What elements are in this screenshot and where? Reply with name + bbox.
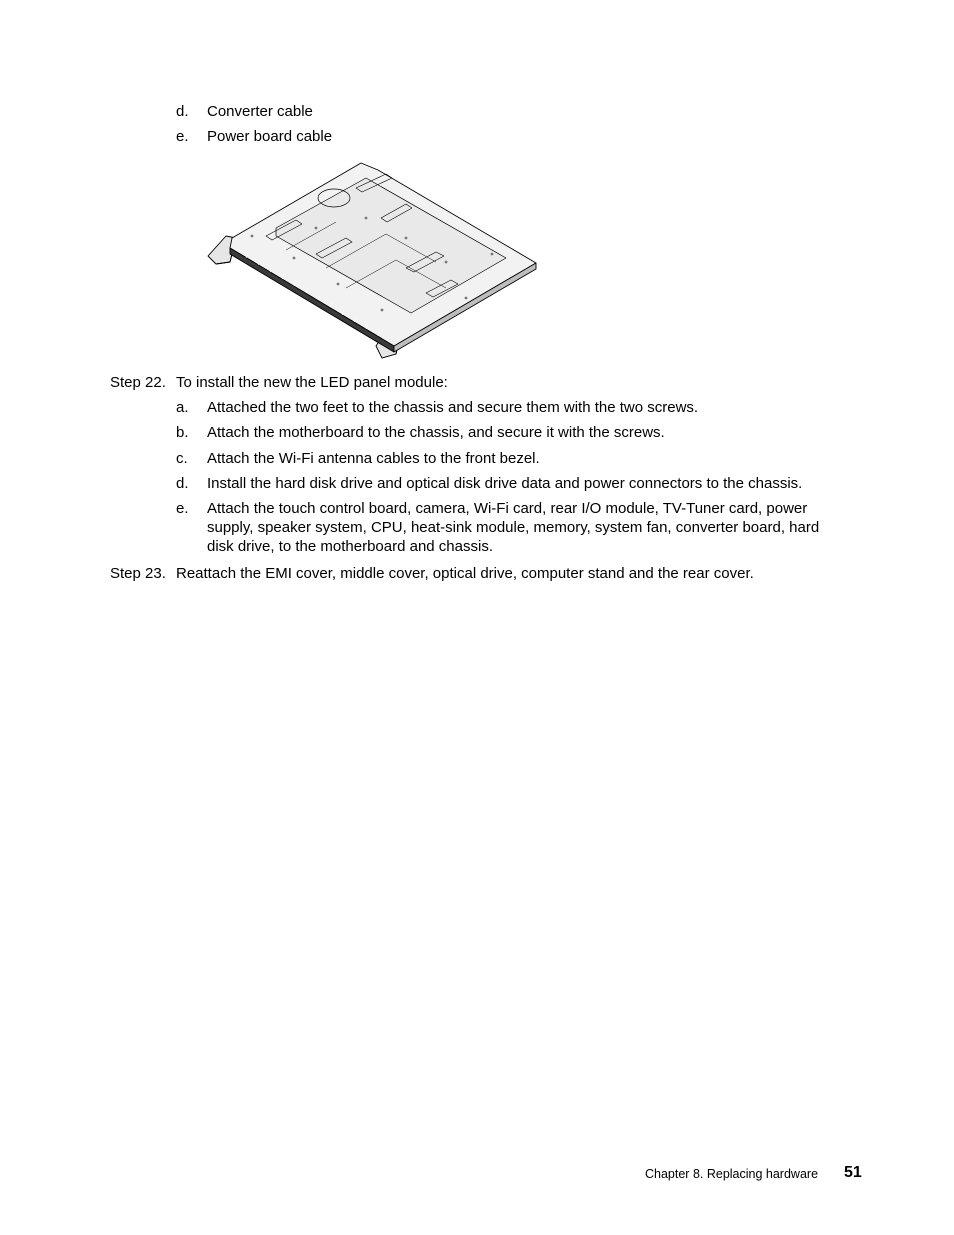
substep-marker: e. <box>176 500 189 517</box>
substep-text: Attach the touch control board, camera, Wi-Fi card, rear I/O module, TV-Tuner card, power <box>207 500 808 517</box>
list-item-text: Converter cable <box>207 103 313 120</box>
step-text: To install the new the LED panel module: <box>176 374 448 391</box>
substep-text: Install the hard disk drive and optical disk drive data and power connectors to the chassis. <box>207 475 803 492</box>
list-marker: d. <box>176 103 189 120</box>
step-label: Step 23. <box>110 565 166 582</box>
substep-text: disk drive, to the motherboard and chassis. <box>207 538 493 555</box>
chapter-footer: Chapter 8. Replacing hardware <box>645 1167 819 1181</box>
page-number: 51 <box>844 1164 862 1181</box>
substep-marker: b. <box>176 424 189 441</box>
chassis-illustration <box>206 158 538 364</box>
list-marker: e. <box>176 128 189 145</box>
substep-marker: d. <box>176 475 189 492</box>
step-label: Step 22. <box>110 374 166 391</box>
substep-text: supply, speaker system, CPU, heat-sink module, memory, system fan, converter board, hard <box>207 519 820 536</box>
substep-text: Attached the two feet to the chassis and secure them with the two screws. <box>207 399 699 416</box>
substep-marker: a. <box>176 399 189 416</box>
substep-marker: c. <box>176 450 188 467</box>
substep-text: Attach the motherboard to the chassis, and secure it with the screws. <box>207 424 665 441</box>
substep-text: Attach the Wi-Fi antenna cables to the front bezel. <box>207 450 540 467</box>
step-text: Reattach the EMI cover, middle cover, optical drive, computer stand and the rear cover. <box>176 565 754 582</box>
list-item-text: Power board cable <box>207 128 333 145</box>
